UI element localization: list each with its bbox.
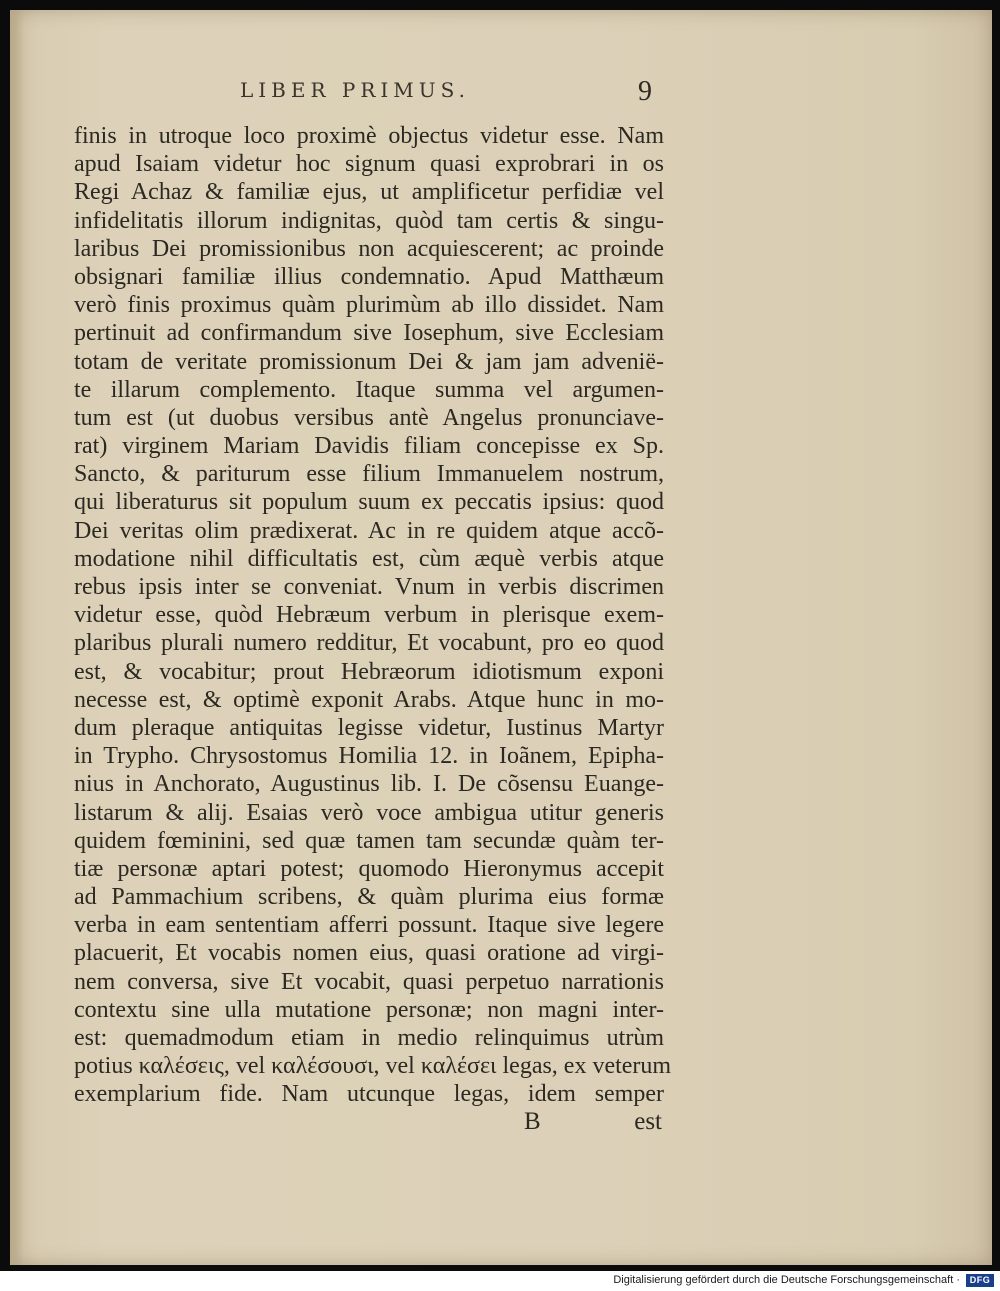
text-line: pertinuit ad confirmandum sive Iosephum, sive Ecclesiam — [74, 320, 664, 347]
page-gutter-shadow — [10, 10, 24, 1265]
text-line: laribus Dei promissionibus non acquiescerent; ac proinde — [74, 235, 664, 262]
text-line: verba in eam sententiam afferri possunt. Itaque sive legere — [74, 912, 664, 939]
text-line: tiæ personæ aptari potest; quomodo Hieronymus accepit — [74, 855, 664, 882]
text-line: est, & vocabitur; prout Hebræorum idiotismum exponi — [74, 658, 664, 685]
text-line: videtur esse, quòd Hebræum verbum in plerisque exem- — [74, 602, 664, 629]
text-line: est: quemadmodum etiam in medio relinquimus utrùm — [74, 1025, 664, 1051]
text-line: exemplarium fide. Nam utcunque legas, idem semper — [74, 1081, 664, 1108]
text-line: plaribus plurali numero redditur, Et vocabunt, pro eo quod — [74, 630, 664, 657]
text-line: listarum & alij. Esaias verò voce ambigua utitur generis — [74, 799, 664, 826]
text-line: modatione nihil difficultatis est, cùm æquè verbis atque — [74, 545, 664, 572]
catchword-line — [520, 1108, 662, 1138]
text-line: obsignari familiæ illius condemnatio. Apud Matthæum — [74, 263, 664, 290]
dfg-logo: DFG — [966, 1274, 994, 1287]
catchword: est — [634, 1108, 662, 1135]
text-line: verò finis proximus quàm plurimùm ab illo dissidet. Nam — [74, 292, 664, 319]
signature-mark: B — [524, 1108, 541, 1135]
text-line: Sancto, & pariturum esse filium Immanuelem nostrum, — [74, 461, 664, 488]
footer-bar — [0, 1271, 1000, 1291]
text-line: dum pleraque antiquitas legisse videtur, Iustinus Martyr — [74, 714, 664, 741]
text-line: finis in utroque loco proximè objectus videtur esse. Nam — [74, 123, 664, 149]
text-line: potius καλέσεις, vel καλέσουσι, vel καλέσει legas, ex veterum — [74, 1053, 672, 1080]
text-line: Regi Achaz & familiæ ejus, ut amplificetur perfidiæ vel — [74, 179, 664, 206]
text-line: contextu sine ulla mutatione personæ; non magni inter- — [74, 996, 664, 1023]
text-line: necesse est, & optimè exponit Arabs. Atque hunc in mo- — [74, 686, 664, 713]
page-number: 9 — [638, 76, 652, 107]
footer-credit: Digitalisierung gefördert durch die Deutsche Forschungsgemeinschaft · — [613, 1274, 960, 1286]
text-line: nem conversa, sive Et vocabit, quasi perpetuo narrationis — [74, 968, 664, 995]
text-line: rat) virginem Mariam Davidis filiam concepisse ex Sp. — [74, 433, 664, 460]
text-line: Dei veritas olim prædixerat. Ac in re quidem atque accõ- — [74, 517, 664, 544]
text-line: placuerit, Et vocabis nomen eius, quasi oratione ad virgi- — [74, 940, 664, 967]
running-head: LIBER PRIMUS. — [240, 78, 470, 102]
text-line: totam de veritate promissionum Dei & jam jam advenië- — [74, 348, 664, 375]
text-line: ad Pammachium scribens, & quàm plurima eius formæ — [74, 884, 664, 911]
text-line: tum est (ut duobus versibus antè Angelus pronunciave- — [74, 404, 664, 431]
text-line: infidelitatis illorum indignitas, quòd tam certis & singu- — [74, 207, 664, 234]
text-line: qui liberaturus sit populum suum ex peccatis ipsius: quod — [74, 489, 664, 516]
text-line: quidem fœminini, sed quæ tamen tam secundæ quàm ter- — [74, 827, 664, 854]
text-line: in Trypho. Chrysostomus Homilia 12. in Ioãnem, Epipha- — [74, 743, 664, 770]
text-line: apud Isaiam videtur hoc signum quasi exprobrari in os — [74, 151, 664, 178]
text-line: rebus ipsis inter se conveniat. Vnum in verbis discrimen — [74, 574, 664, 600]
body-text — [74, 122, 672, 1109]
book-page — [10, 10, 992, 1265]
text-line: te illarum complemento. Itaque summa vel argumen- — [74, 376, 664, 403]
text-line: nius in Anchorato, Augustinus lib. I. De cõsensu Euange- — [74, 771, 664, 798]
